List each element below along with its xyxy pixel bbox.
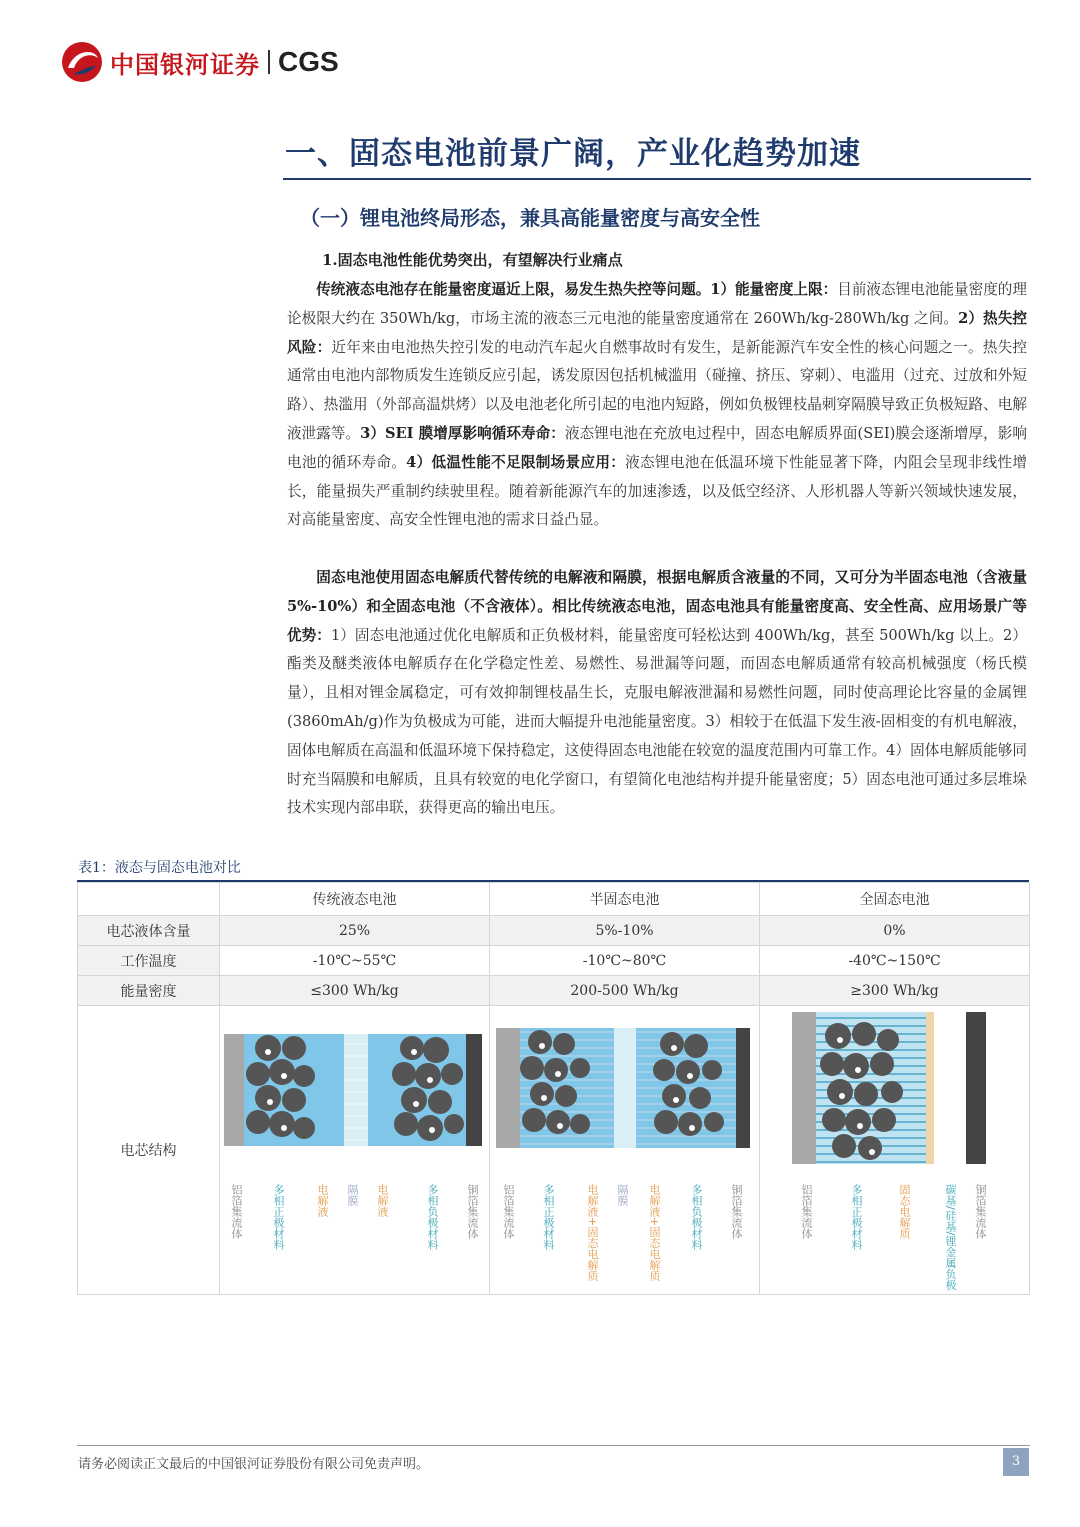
layer-label: 铜箔集流体 [466, 1184, 479, 1239]
col-header-liquid: 传统液态电池 [220, 883, 490, 916]
logo-cn-text: 中国银河证券 [110, 50, 260, 79]
row-label: 电芯液体含量 [78, 916, 220, 946]
layer-label: 电解液 [376, 1184, 389, 1217]
layer-label: 铝箔集流体 [502, 1184, 515, 1239]
table-cell: 0% [760, 916, 1030, 946]
semi-labels [490, 1184, 759, 1294]
layer-label: 多相负极材料 [426, 1184, 439, 1250]
para1-text-2: 近年来由电池热失控引发的电动汽车起火自燃事故时有发生，是新能源汽车安全性的核心问题之一。热失控通常由电池内部物质发生连锁反应引起，诱发原因包括机械滥用（碰撞、挤压、穿刺）、电滥用（过充、过放和外短路）、热滥用（外部高温烘烤）以及电池老化所引起的电池内短路，例如负极锂枝晶刺穿隔膜导致正负极短路、电解液泄露等。 [287, 338, 1027, 442]
page-title: 一、固态电池前景广阔，产业化趋势加速 [285, 136, 861, 172]
title-underline [283, 178, 1031, 180]
layer-label: 碳基/硅基/锂金属负极 [944, 1184, 957, 1291]
para1-bold-2: 2）热失控风险： [287, 309, 1027, 356]
para1-text-3: 液态锂电池在充放电过程中，固态电解质界面(SEI)膜会逐渐增厚，影响电池的循环寿命。 [287, 424, 1027, 471]
liquid-cell-diagram [224, 1012, 486, 1162]
table-row [78, 976, 1030, 1006]
layer-label: 铝箔集流体 [800, 1184, 813, 1239]
structure-row [78, 1006, 1030, 1295]
layer-label: 多相正极材料 [542, 1184, 555, 1250]
layer-label: 多相负极材料 [690, 1184, 703, 1250]
layer-label: 多相正极材料 [850, 1184, 863, 1250]
table-cell: -10℃~55℃ [220, 946, 490, 976]
liquid-labels [220, 1184, 489, 1294]
layer-label: 固态电解质 [898, 1184, 911, 1239]
brand-header [60, 38, 339, 86]
table-cell: ≤300 Wh/kg [220, 976, 490, 1006]
cgs-logo-icon [60, 40, 104, 84]
table-cell: 200-500 Wh/kg [490, 976, 760, 1006]
layer-label: 电解液+固态电解质 [586, 1184, 599, 1282]
table-cell: 25% [220, 916, 490, 946]
row-label: 工作温度 [78, 946, 220, 976]
row-label: 电芯结构 [78, 1006, 220, 1295]
layer-label: 电解液 [316, 1184, 329, 1217]
all-solid-cell-diagram [792, 1012, 992, 1172]
col-header-solid: 全固态电池 [760, 883, 1030, 916]
battery-comparison-table [77, 882, 1030, 1295]
semi-structure-cell [490, 1006, 760, 1295]
section-subtitle: （一）锂电池终局形态，兼具高能量密度与高安全性 [300, 206, 760, 230]
para2-bold-1: 固态电池使用固态电解质代替传统的电解液和隔膜，根据电解质含液量的不同，又可分为半固态电池（含液量 5%-10%）和全固态电池（不含液体）。相比传统液态电池，固态电池具有能量密度高、安全性高、应用场景广等优势： [287, 569, 1027, 644]
layer-label: 铜箔集流体 [974, 1184, 987, 1239]
liquid-structure-cell [220, 1006, 490, 1295]
row-label: 能量密度 [78, 976, 220, 1006]
para1-bold-3: 3）SEI 膜增厚影响循环寿命： [360, 424, 565, 442]
para2-text-1: 1）固态电池通过优化电解质和正负极材料，能量密度可轻松达到 400Wh/kg，甚至 500Wh/kg 以上。2）酯类及醚类液体电解质存在化学稳定性差、易燃性、易泄漏等问题，而固态电解质通常有较高机械强度（杨氏模量），且相对锂金属稳定，可有效抑制锂枝晶生长，克服电解液泄漏和易燃性问题，同时使高理论比容量的金属锂(3860mAh/g)作为负极成为可能，进而大幅提升电池能量密度。3）相较于在低温下发生液-固相变的有机电解液，固体电解质在高温和低温环境下保持稳定，这使得固态电池能在较宽的温度范围内可靠工作。4）固体电解质能够同时充当隔膜和电解质，且具有较宽的电化学窗口，有望简化电池结构并提升能量密度；5）固态电池可通过多层堆垛技术实现内部串联，获得更高的输出电压。 [287, 626, 1027, 817]
para1-text-4: 液态锂电池在低温环境下性能显著下降，内阻会呈现非线性增长，能量损失严重制约续驶里程。随着新能源汽车的加速渗透，以及低空经济、人形机器人等新兴领域快速发展，对高能量密度、高安全性锂电池的需求日益凸显。 [287, 453, 1027, 529]
subsection-heading: 1.固态电池性能优势突出，有望解决行业痛点 [322, 251, 623, 269]
table-header-row [78, 883, 1030, 916]
paragraph-1 [287, 276, 1027, 535]
col-header-semi: 半固态电池 [490, 883, 760, 916]
solid-labels [760, 1184, 1029, 1294]
para1-bold-4: 4）低温性能不足限制场景应用： [406, 453, 626, 471]
table-cell: -40℃~150℃ [760, 946, 1030, 976]
layer-label: 铜箔集流体 [730, 1184, 743, 1239]
semi-solid-cell-diagram [496, 1012, 752, 1162]
table-row [78, 916, 1030, 946]
logo-divider [268, 50, 270, 74]
footer-disclaimer: 请务必阅读正文最后的中国银河证券股份有限公司免责声明。 [78, 1457, 430, 1472]
table-corner-cell [78, 883, 220, 916]
layer-label: 铝箔集流体 [230, 1184, 243, 1239]
layer-label: 隔膜 [346, 1184, 359, 1206]
table-cell: ≥300 Wh/kg [760, 976, 1030, 1006]
logo-en-text: CGS [278, 46, 339, 77]
para1-text-1: 目前液态锂电池能量密度的理论极限大约在 350Wh/kg，市场主流的液态三元电池的能量密度通常在 260Wh/kg-280Wh/kg 之间。 [287, 281, 1027, 327]
layer-label: 电解液+固态电解质 [648, 1184, 661, 1282]
page-number: 3 [1003, 1448, 1029, 1476]
table-row [78, 946, 1030, 976]
para1-bold-1: 传统液态电池存在能量密度逼近上限，易发生热失控等问题。1）能量密度上限： [316, 281, 838, 298]
table-cell: 5%-10% [490, 916, 760, 946]
table-caption: 表1：液态与固态电池对比 [78, 860, 241, 876]
paragraph-2 [287, 564, 1027, 823]
footer-divider [77, 1445, 1030, 1446]
layer-label: 隔膜 [616, 1184, 629, 1206]
table-cell: -10℃~80℃ [490, 946, 760, 976]
layer-label: 多相正极材料 [272, 1184, 285, 1250]
solid-structure-cell [760, 1006, 1030, 1295]
